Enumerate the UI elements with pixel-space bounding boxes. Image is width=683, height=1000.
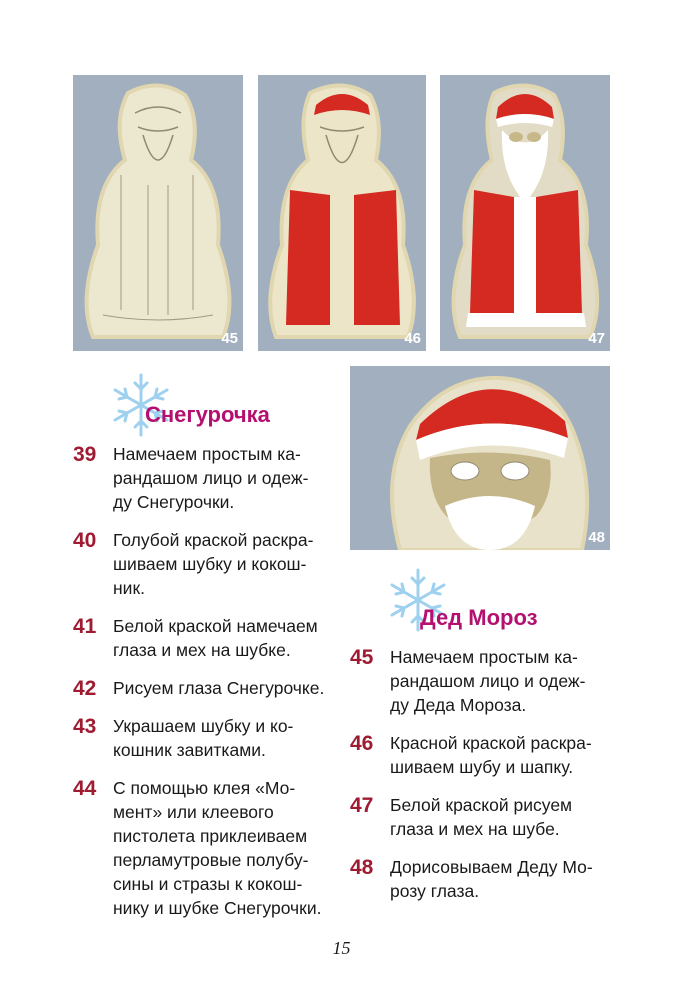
step-text: Красной краской раскра- шиваем шубу и шапку. xyxy=(390,733,592,777)
step-39 xyxy=(73,442,353,514)
step-43 xyxy=(73,714,353,762)
step-number: 39 xyxy=(73,443,97,466)
santa-figure-red-coat-image xyxy=(258,75,426,351)
step-text: С помощью клея «Мо- мент» или клеевого пистолета приклеиваем перламутровые полубу- сины и стразы к кокош- нику и шубке Снегурочки. xyxy=(113,778,322,918)
step-text: Украшаем шубку и ко- кошник завитками. xyxy=(113,716,294,760)
step-text: Голубой краской раскра- шиваем шубку и кокош- ник. xyxy=(113,530,314,598)
step-text: Белой краской рисуем глаза и мех на шубе. xyxy=(390,795,573,839)
photo-number: 47 xyxy=(588,330,605,347)
step-text: Дорисовываем Деду Мо- розу глаза. xyxy=(390,857,593,901)
step-number: 42 xyxy=(73,677,97,700)
snegurochka-steps xyxy=(73,442,353,934)
photo-45 xyxy=(73,75,243,351)
step-41 xyxy=(73,614,353,662)
step-text: Намечаем простым ка- рандашом лицо и одеж- ду Деда Мороза. xyxy=(390,647,586,715)
step-text: Белой краской намечаем глаза и мех на шубке. xyxy=(113,616,318,660)
step-42 xyxy=(73,676,353,700)
page-number: 15 xyxy=(332,938,351,958)
step-number: 41 xyxy=(73,615,97,638)
photo-number: 46 xyxy=(404,330,421,347)
photo-46 xyxy=(258,75,426,351)
step-number: 46 xyxy=(350,732,374,755)
step-45 xyxy=(350,645,640,717)
santa-face-closeup-image xyxy=(350,366,610,550)
step-47 xyxy=(350,793,640,841)
step-48 xyxy=(350,855,640,903)
step-number: 48 xyxy=(350,856,374,879)
step-44 xyxy=(73,776,353,920)
snegurochka-title: Снегурочка xyxy=(145,402,270,427)
step-text: Рисуем глаза Снегурочке. xyxy=(113,678,325,698)
step-number: 47 xyxy=(350,794,374,817)
step-number: 45 xyxy=(350,646,374,669)
step-text: Намечаем простым ка- рандашом лицо и одеж- ду Снегурочки. xyxy=(113,444,309,512)
photo-number: 45 xyxy=(221,330,238,347)
step-number: 44 xyxy=(73,777,97,800)
photo-48 xyxy=(350,366,610,550)
photo-number: 48 xyxy=(588,529,605,546)
ded-moroz-title: Дед Мороз xyxy=(420,605,538,630)
step-number: 40 xyxy=(73,529,97,552)
photo-47 xyxy=(440,75,610,351)
step-46 xyxy=(350,731,640,779)
step-40 xyxy=(73,528,353,600)
santa-figure-outline-image xyxy=(73,75,243,351)
step-number: 43 xyxy=(73,715,97,738)
ded-moroz-steps xyxy=(350,645,640,917)
santa-figure-white-fur-image xyxy=(440,75,610,351)
